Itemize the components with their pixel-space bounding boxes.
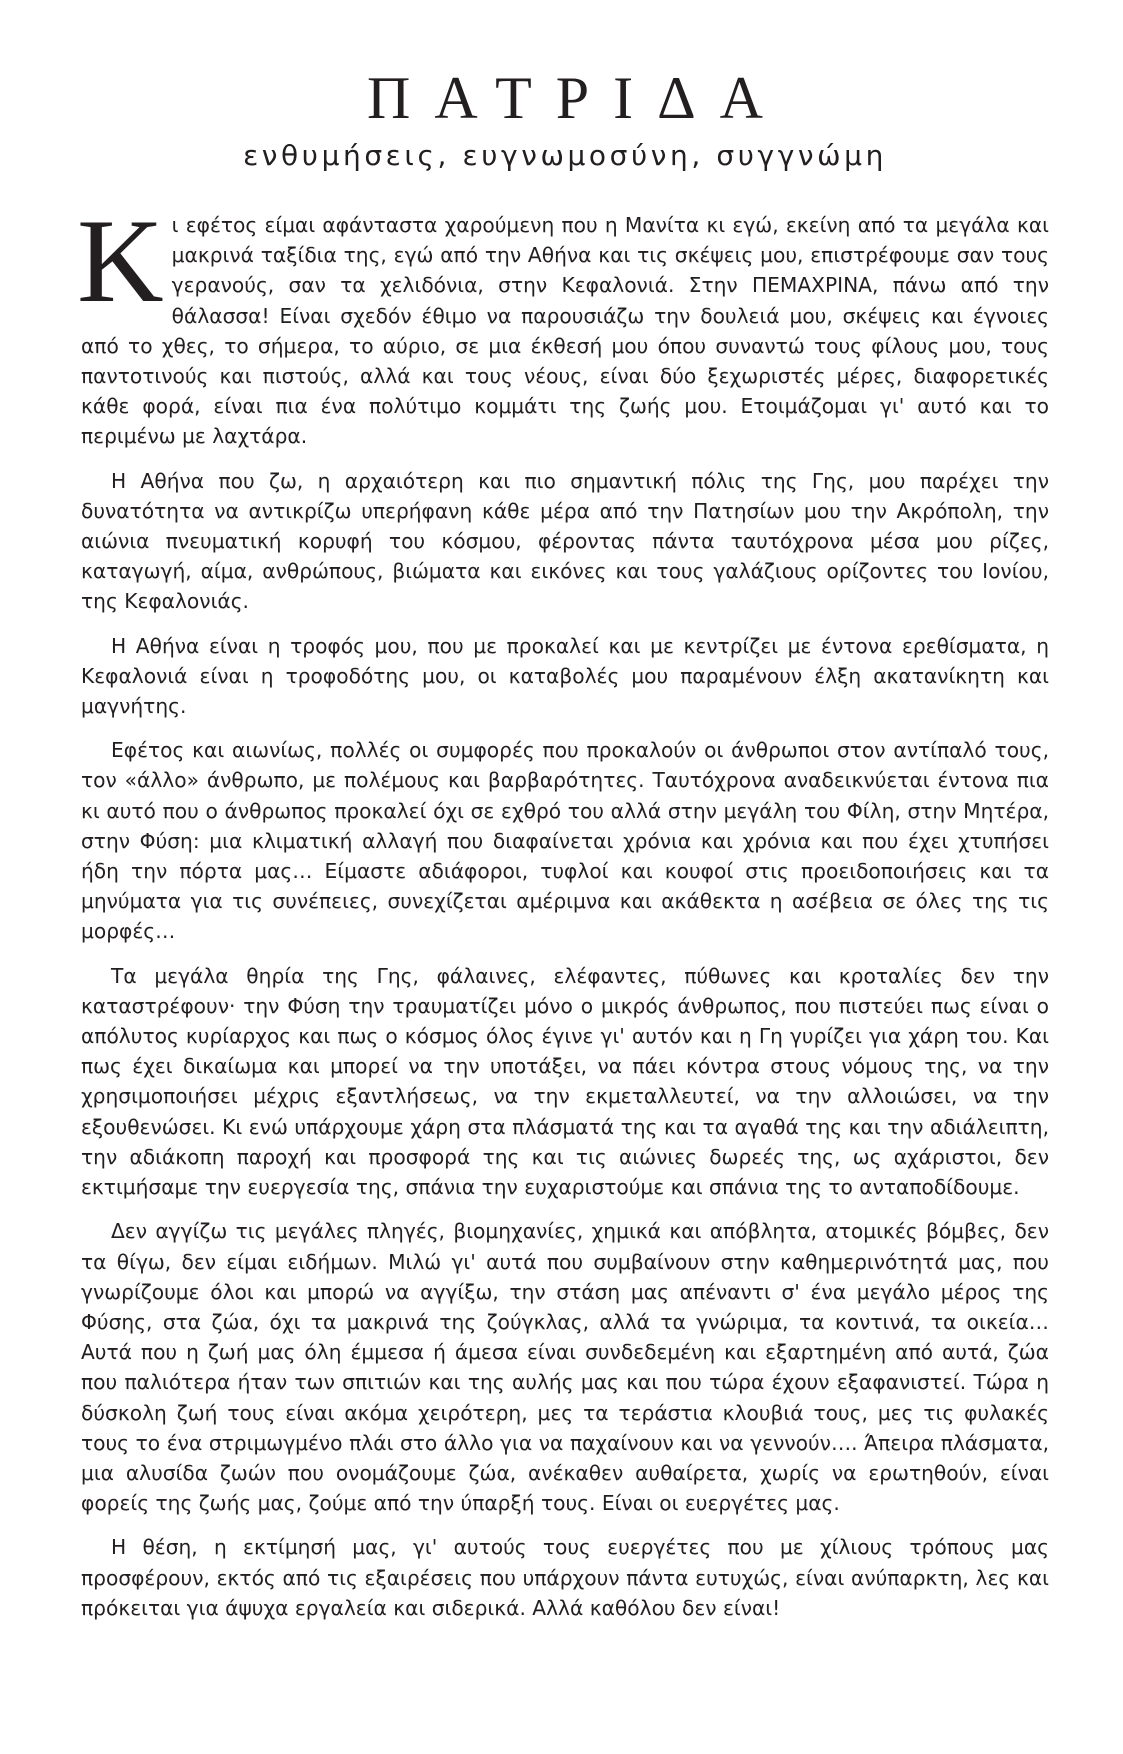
page-title: ΠΑΤΡΙΔΑ (367, 65, 787, 131)
paragraph-2: Η Αθήνα που ζω, η αρχαιότερη και πιο σημαντική πόλις της Γης, μου παρέχει την δυνατότητα να αντικρίζω υπερήφανη κάθε μέρα από την Πατησίων μου την Ακρόπολη, την αιώνια πνευματική κορυφή του κόσμου, φέροντας πάντα ταυτόχρονα μέσα μου ρίζες, καταγωγή, αίμα, ανθρώπους, βιώματα και εικόνες και τους γαλάζιους ορίζοντες του Ιονίου, της Κεφαλονιάς. (81, 468, 1049, 614)
paragraph-5: Τα μεγάλα θηρία της Γης, φάλαινες, ελέφαντες, πύθωνες και κροταλίες δεν την καταστρέφουν· την Φύση την τραυματίζει μόνο ο μικρός άνθρωπος, που πιστεύει πως είναι ο απόλυτος κυρίαρχος και πως ο κόσμος όλος έγινε γι' αυτόν και η Γη γυρίζει για χάρη του. Και πως έχει δικαίωμα και μπορεί να την υποτάξει, να πάει κόντρα στους νόμους της, να την χρησιμοποιήσει μέχρις εξαντλήσεως, να την εκμεταλλευτεί, να την αλλοιώσει, να την εξουθενώσει. Κι ενώ υπάρχουμε χάρη στα πλάσματά της και τα αγαθά της και την αδιάλειπτη, την αδιάκοπη παροχή και προσφορά της και τις αιώνιες δωρεές της, ως αχάριστοι, δεν εκτιμήσαμε την ευεργεσία της, σπάνια την ευχαριστούμε και σπάνια της το ανταποδίδουμε. (81, 963, 1049, 1200)
page (77, 60, 1049, 1637)
page-subtitle: ενθυμήσεις, ευγνωμοσύνη, συγγνώμη (243, 139, 887, 172)
paragraph-1 (77, 194, 1049, 452)
paragraph-1-text: ι εφέτος είμαι αφάνταστα χαρούμενη που η Μανίτα κι εγώ, εκείνη από τα μεγάλα και μακρινά ταξίδια της, εγώ από την Αθήνα και τις σκέψεις μου, επιστρέφουμε σαν τους γερανούς, σαν τα χελιδόνια, στην Κεφαλονιά. Στην ΠΕΜΑΧΡΙΝΑ, πάνω από την θάλασσα! Είναι σχεδόν έθιμο να παρουσιάζω την δουλειά μου, σκέψεις και έγνοιες από το χθες, το σήμερα, το αύριο, σε μια έκθεσή μου όπου συναντώ τους φίλους μου, τους παντοτινούς και πιστούς, αλλά και τους νέους, είναι δύο ξεχωριστές μέρες, διαφορετικές κάθε φορά, είναι πια ένα πολύτιμο κομμάτι της ζωής μου. Ετοιμάζομαι γι' αυτό και το περιμένω με λαχτάρα. (81, 213, 1049, 449)
drop-cap: Κ (77, 194, 164, 327)
paragraph-4: Εφέτος και αιωνίως, πολλές οι συμφορές που προκαλούν οι άνθρωποι στον αντίπαλό τους, τον «άλλο» άνθρωπο, με πολέμους και βαρβαρότητες. Ταυτόχρονα αναδεικνύεται έντονα πια κι αυτό που ο άνθρωπος προκαλεί όχι σε εχθρό του αλλά στην μεγάλη του Φίλη, στην Μητέρα, στην Φύση: μια κλιματική αλλαγή που διαφαίνεται χρόνια και χρόνια και που έχει χτυπήσει ήδη την πόρτα μας… Είμαστε αδιάφοροι, τυφλοί και κουφοί στις προειδοποιήσεις και τα μηνύματα για τις συνέπειες, συνεχίζεται αμέριμνα και ακάθεκτα η ασέβεια σε όλες της τις μορφές… (81, 738, 1049, 944)
paragraph-3: Η Αθήνα είναι η τροφός μου, που με προκαλεί και με κεντρίζει με έντονα ερεθίσματα, η Κεφαλονιά είναι η τροφοδότης μου, οι καταβολές μου παραμένουν έλξη ακατανίκητη και μαγνήτης. (81, 633, 1049, 719)
article-body (77, 194, 1049, 1623)
paragraph-7: Η θέση, η εκτίμησή μας, γι' αυτούς τους ευεργέτες που με χίλιους τρόπους μας προσφέρουν, εκτός από τις εξαιρέσεις που υπάρχουν πάντα ευτυχώς, είναι ανύπαρκτη, λες και πρόκειται για άψυχα εργαλεία και σιδερικά. Αλλά καθόλου δεν είναι! (81, 1535, 1049, 1620)
paragraph-6: Δεν αγγίζω τις μεγάλες πληγές, βιομηχανίες, χημικά και απόβλητα, ατομικές βόμβες, δεν τα θίγω, δεν είμαι ειδήμων. Μιλώ γι' αυτά που συμβαίνουν στην καθημερινότητά μας, που γνωρίζουμε όλοι και μπορώ να αγγίξω, την στάση μας απέναντι σ' ένα μεγάλο μέρος της Φύσης, στα ζώα, όχι τα μακρινά της ζούγκλας, αλλά τα γνώριμα, τα κοντινά, τα οικεία… Αυτά που η ζωή μας όλη έμμεσα ή άμεσα είναι συνδεδεμένη και εξαρτημένη από αυτά, ζώα που παλιότερα ήταν των σπιτιών και της αυλής μας και που τώρα έχουν εξαφανιστεί. Τώρα η δύσκολη ζωή τους είναι ακόμα χειρότερη, μες τα τεράστια κλουβιά τους, μες τις φυλακές τους το ένα στριμωγμένο πλάι στο άλλο για να παχαίνουν και να γεννούν…. Άπειρα πλάσματα, μια αλυσίδα ζωών που ονομάζουμε ζώα, ανέκαθεν αυθαίρετα, χωρίς να ερωτηθούν, είναι φορείς της ζωής μας, ζούμε από την ύπαρξή τους. Είναι οι ευεργέτες μας. (81, 1219, 1049, 1516)
